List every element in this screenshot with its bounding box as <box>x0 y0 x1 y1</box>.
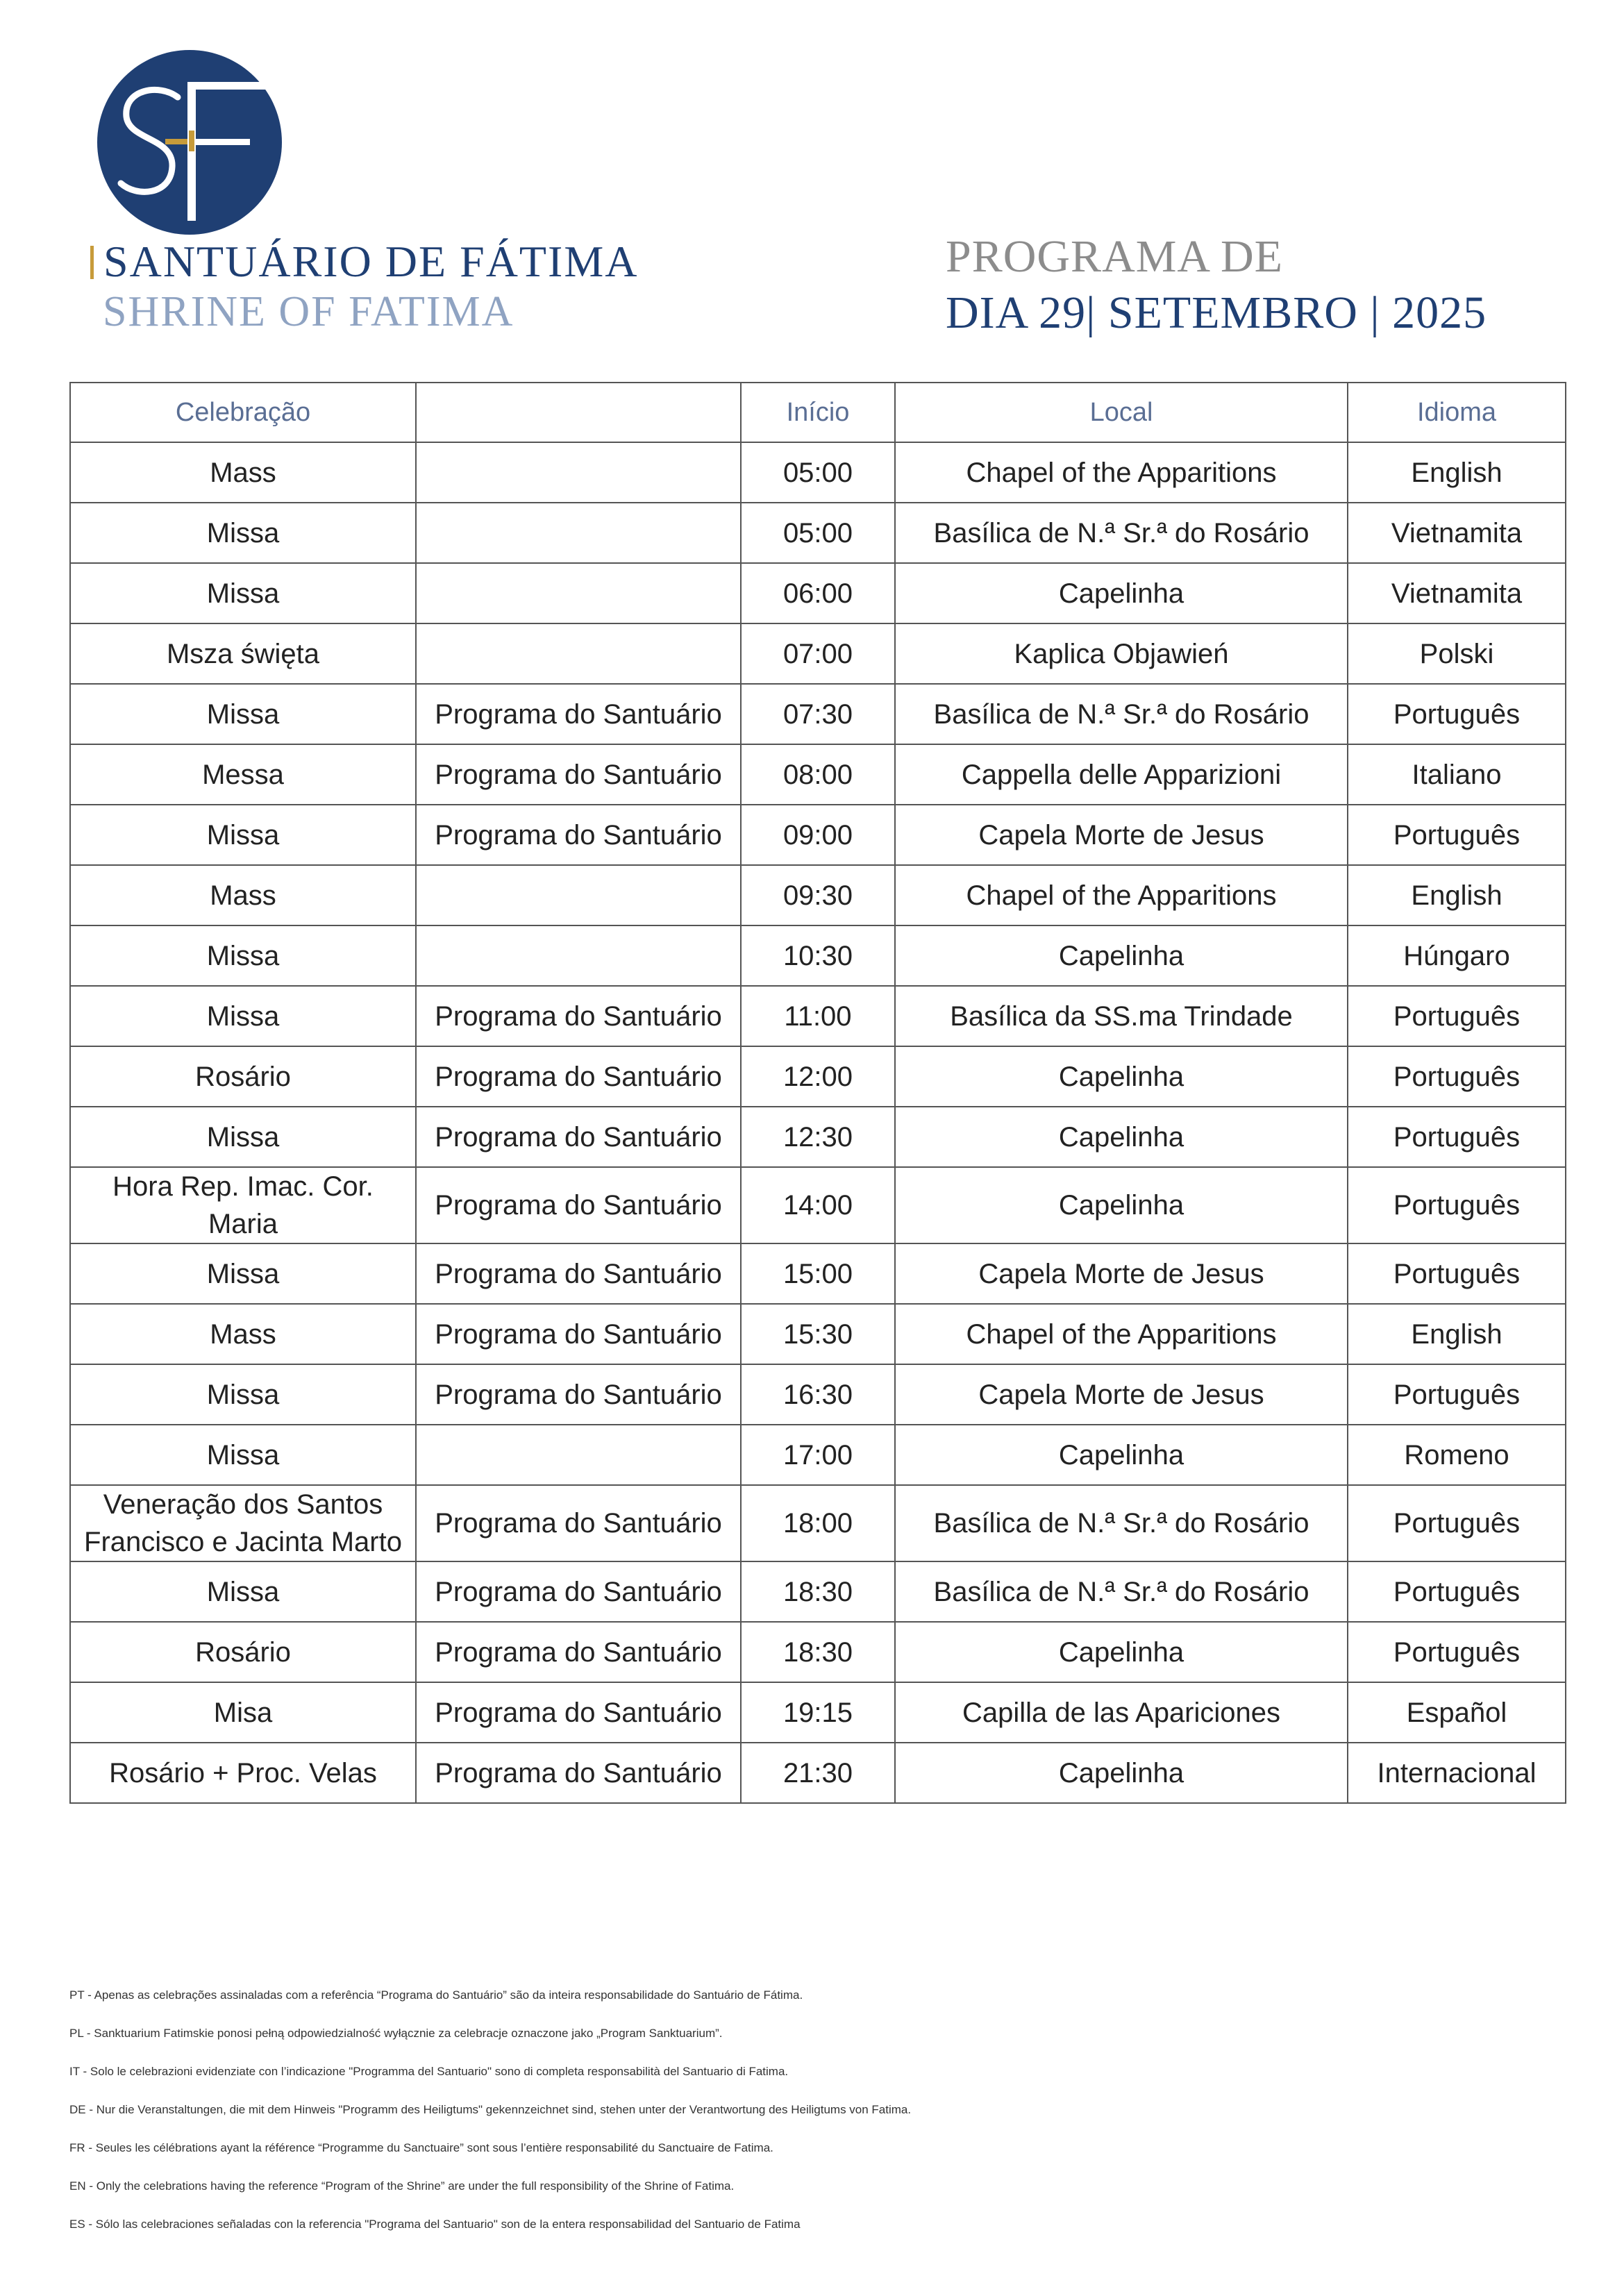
cell-program: Programa do Santuário <box>416 805 741 865</box>
cell-program <box>416 503 741 563</box>
cell-language: Português <box>1348 986 1566 1046</box>
cell-language: Português <box>1348 1561 1566 1622</box>
table-row <box>70 503 1566 563</box>
cell-location: Capelinha <box>895 563 1348 623</box>
cell-location: Capelinha <box>895 1622 1348 1682</box>
cell-celebration: Missa <box>70 986 416 1046</box>
header-start: Início <box>741 383 895 442</box>
cell-program: Programa do Santuário <box>416 1561 741 1622</box>
table-row <box>70 1046 1566 1107</box>
cell-celebration: Veneração dos Santos Francisco e Jacinta Marto <box>70 1485 416 1561</box>
table-row <box>70 1485 1566 1561</box>
shrine-name-portuguese: SANTUÁRIO DE FÁTIMA <box>103 237 639 286</box>
program-title <box>946 229 1487 342</box>
cell-language: Português <box>1348 1364 1566 1425</box>
cell-program: Programa do Santuário <box>416 744 741 805</box>
table-row <box>70 442 1566 503</box>
cell-location: Capelinha <box>895 925 1348 986</box>
cell-location: Capela Morte de Jesus <box>895 1243 1348 1304</box>
cell-start: 18:00 <box>741 1485 895 1561</box>
cell-language: Vietnamita <box>1348 563 1566 623</box>
cell-language: Português <box>1348 1622 1566 1682</box>
table-row <box>70 986 1566 1046</box>
table-row <box>70 1622 1566 1682</box>
table-row <box>70 1743 1566 1803</box>
cell-language: Português <box>1348 1485 1566 1561</box>
cell-start: 21:30 <box>741 1743 895 1803</box>
cell-program: Programa do Santuário <box>416 1304 741 1364</box>
cell-celebration: Missa <box>70 925 416 986</box>
cell-location: Capelinha <box>895 1425 1348 1485</box>
cell-location: Kaplica Objawień <box>895 623 1348 684</box>
cell-program <box>416 865 741 925</box>
table-row <box>70 1425 1566 1485</box>
cell-language: Italiano <box>1348 744 1566 805</box>
cell-location: Capela Morte de Jesus <box>895 805 1348 865</box>
cell-celebration: Misa <box>70 1682 416 1743</box>
cell-start: 15:00 <box>741 1243 895 1304</box>
disclaimer-note: EN - Only the celebrations having the reference “Program of the Shrine” are under the full responsibility of the Shrine of Fatima. <box>69 2179 735 2193</box>
cell-celebration: Missa <box>70 1243 416 1304</box>
cell-program: Programa do Santuário <box>416 1743 741 1803</box>
cell-celebration: Missa <box>70 1107 416 1167</box>
table-row <box>70 1107 1566 1167</box>
cell-language: English <box>1348 442 1566 503</box>
gold-divider-bar <box>90 246 94 279</box>
cell-location: Basílica da SS.ma Trindade <box>895 986 1348 1046</box>
cell-language: Vietnamita <box>1348 503 1566 563</box>
disclaimer-note: DE - Nur die Veranstaltungen, die mit dem Hinweis "Programm des Heiligtums" gekennzeichnet sind, stehen unter der Verantwortung des Heiligtums von Fatima. <box>69 2103 912 2116</box>
cell-start: 08:00 <box>741 744 895 805</box>
cell-language: Português <box>1348 1167 1566 1243</box>
table-row <box>70 1243 1566 1304</box>
cell-location: Capela Morte de Jesus <box>895 1364 1348 1425</box>
cell-start: 09:00 <box>741 805 895 865</box>
cell-start: 07:00 <box>741 623 895 684</box>
disclaimer-note: PL - Sanktuarium Fatimskie ponosi pełną odpowiedzialność wyłącznie za celebracje oznaczone jako „Program Sanktuarium”. <box>69 2027 723 2040</box>
cell-location: Capelinha <box>895 1743 1348 1803</box>
cell-program: Programa do Santuário <box>416 1107 741 1167</box>
cell-language: Español <box>1348 1682 1566 1743</box>
cell-start: 06:00 <box>741 563 895 623</box>
cell-start: 19:15 <box>741 1682 895 1743</box>
cell-program <box>416 623 741 684</box>
cell-program: Programa do Santuário <box>416 1046 741 1107</box>
table-row <box>70 744 1566 805</box>
program-date: DIA 29| SETEMBRO | 2025 <box>946 287 1487 338</box>
shrine-name <box>90 236 638 336</box>
cell-language: Húngaro <box>1348 925 1566 986</box>
cell-program: Programa do Santuário <box>416 684 741 744</box>
cell-start: 09:30 <box>741 865 895 925</box>
cell-celebration: Msza święta <box>70 623 416 684</box>
table-row <box>70 623 1566 684</box>
cell-celebration: Missa <box>70 563 416 623</box>
cell-language: Português <box>1348 1243 1566 1304</box>
table-row <box>70 925 1566 986</box>
table-row <box>70 865 1566 925</box>
cell-language: Polski <box>1348 623 1566 684</box>
cell-location: Basílica de N.ª Sr.ª do Rosário <box>895 1485 1348 1561</box>
cell-celebration: Missa <box>70 503 416 563</box>
cell-location: Chapel of the Apparitions <box>895 865 1348 925</box>
cell-language: Português <box>1348 1046 1566 1107</box>
cell-program <box>416 925 741 986</box>
cell-language: English <box>1348 1304 1566 1364</box>
cell-language: English <box>1348 865 1566 925</box>
cell-start: 14:00 <box>741 1167 895 1243</box>
cell-start: 07:30 <box>741 684 895 744</box>
cell-start: 12:30 <box>741 1107 895 1167</box>
cell-celebration: Rosário + Proc. Velas <box>70 1743 416 1803</box>
cell-start: 05:00 <box>741 442 895 503</box>
table-row <box>70 684 1566 744</box>
disclaimer-note: FR - Seules les célébrations ayant la référence “Programme du Sanctuaire” sont sous l’entière responsabilité du Sanctuaire de Fatima. <box>69 2141 773 2154</box>
cell-start: 12:00 <box>741 1046 895 1107</box>
schedule-body <box>70 442 1566 1803</box>
cell-location: Basílica de N.ª Sr.ª do Rosário <box>895 684 1348 744</box>
table-row <box>70 1682 1566 1743</box>
table-row <box>70 1364 1566 1425</box>
cell-location: Capelinha <box>895 1046 1348 1107</box>
cell-celebration: Missa <box>70 1561 416 1622</box>
cell-celebration: Rosário <box>70 1622 416 1682</box>
table-row <box>70 563 1566 623</box>
cell-program: Programa do Santuário <box>416 1485 741 1561</box>
cell-location: Chapel of the Apparitions <box>895 442 1348 503</box>
shrine-name-english: SHRINE OF FATIMA <box>103 288 514 335</box>
cell-language: Português <box>1348 1107 1566 1167</box>
cell-program: Programa do Santuário <box>416 1364 741 1425</box>
cell-location: Chapel of the Apparitions <box>895 1304 1348 1364</box>
header-location: Local <box>895 383 1348 442</box>
cell-location: Basílica de N.ª Sr.ª do Rosário <box>895 1561 1348 1622</box>
cell-language: Internacional <box>1348 1743 1566 1803</box>
program-title-line1: PROGRAMA DE <box>946 231 1283 282</box>
cell-language: Português <box>1348 684 1566 744</box>
table-row <box>70 1167 1566 1243</box>
disclaimer-note: ES - Sólo las celebraciones señaladas con la referencia "Programa del Santuario" son de la entera responsabilidad del Santuario de Fatima <box>69 2218 801 2231</box>
table-row <box>70 1561 1566 1622</box>
cell-celebration: Hora Rep. Imac. Cor. Maria <box>70 1167 416 1243</box>
cell-location: Capilla de las Apariciones <box>895 1682 1348 1743</box>
cell-location: Capelinha <box>895 1167 1348 1243</box>
cell-start: 05:00 <box>741 503 895 563</box>
cell-program: Programa do Santuário <box>416 1243 741 1304</box>
cell-celebration: Rosário <box>70 1046 416 1107</box>
cell-celebration: Missa <box>70 1425 416 1485</box>
cell-celebration: Missa <box>70 684 416 744</box>
cell-program <box>416 442 741 503</box>
cell-start: 15:30 <box>741 1304 895 1364</box>
cell-program: Programa do Santuário <box>416 1622 741 1682</box>
cell-celebration: Missa <box>70 1364 416 1425</box>
cell-celebration: Messa <box>70 744 416 805</box>
cell-location: Capelinha <box>895 1107 1348 1167</box>
cell-program <box>416 1425 741 1485</box>
cell-program <box>416 563 741 623</box>
cell-program: Programa do Santuário <box>416 1167 741 1243</box>
table-row <box>70 805 1566 865</box>
cell-start: 11:00 <box>741 986 895 1046</box>
header-language: Idioma <box>1348 383 1566 442</box>
cell-language: Português <box>1348 805 1566 865</box>
sf-monogram-logo <box>96 49 283 236</box>
disclaimer-note: PT - Apenas as celebrações assinaladas com a referência “Programa do Santuário” são da inteira responsabilidade do Santuário de Fátima. <box>69 1988 803 2002</box>
disclaimer-notes <box>69 1987 1527 2254</box>
table-row <box>70 1304 1566 1364</box>
cell-program: Programa do Santuário <box>416 986 741 1046</box>
cell-celebration: Mass <box>70 442 416 503</box>
header-program <box>416 383 741 442</box>
cell-celebration: Mass <box>70 1304 416 1364</box>
disclaimer-note: IT - Solo le celebrazioni evidenziate con l’indicazione "Programma del Santuario" sono di completa responsabilità del Santuario di Fatima. <box>69 2065 789 2078</box>
schedule-table <box>69 382 1566 1804</box>
cell-start: 17:00 <box>741 1425 895 1485</box>
cell-start: 16:30 <box>741 1364 895 1425</box>
cell-celebration: Missa <box>70 805 416 865</box>
cell-location: Basílica de N.ª Sr.ª do Rosário <box>895 503 1348 563</box>
cell-celebration: Mass <box>70 865 416 925</box>
cell-program: Programa do Santuário <box>416 1682 741 1743</box>
cell-start: 18:30 <box>741 1561 895 1622</box>
header-row <box>70 383 1566 442</box>
cell-start: 10:30 <box>741 925 895 986</box>
header-celebration: Celebração <box>70 383 416 442</box>
cell-start: 18:30 <box>741 1622 895 1682</box>
cell-language: Romeno <box>1348 1425 1566 1485</box>
cell-location: Cappella delle Apparizioni <box>895 744 1348 805</box>
